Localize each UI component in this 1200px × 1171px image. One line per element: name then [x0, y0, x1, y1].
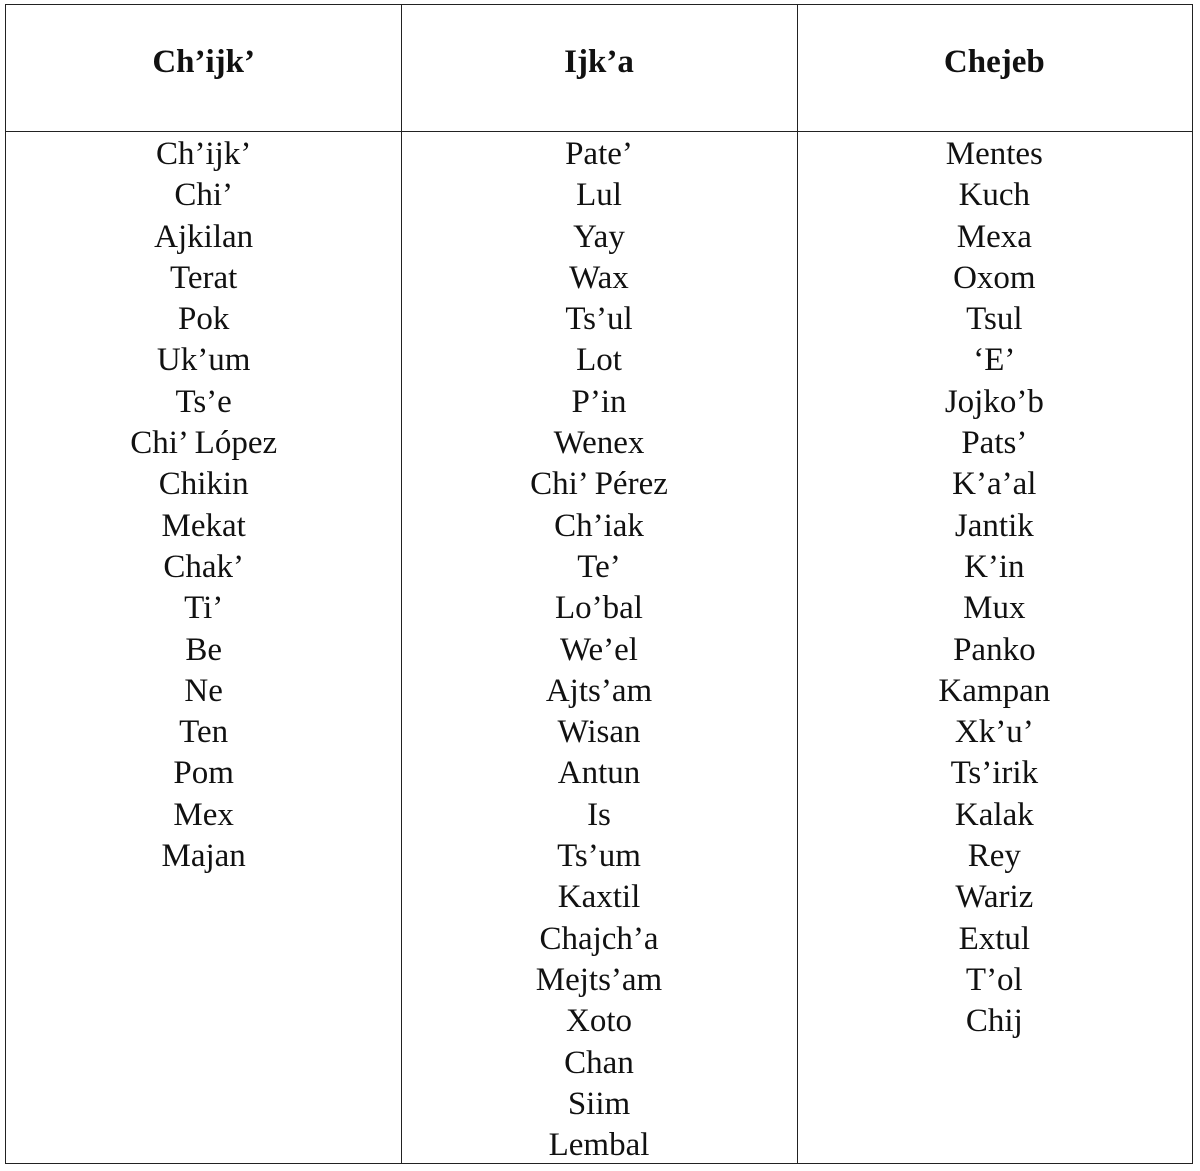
- list-item: Ts’ul: [565, 301, 633, 338]
- list-item: Lembal: [548, 1127, 650, 1164]
- list-item: Ajts’am: [545, 672, 653, 709]
- list-item: Lo’bal: [555, 590, 643, 627]
- list-item: Lot: [576, 342, 622, 379]
- column-chejeb: [797, 132, 1192, 1163]
- column-ijka: [401, 132, 796, 1163]
- list-item: Chajch’a: [539, 920, 659, 957]
- list-item: Ch’iak: [554, 507, 644, 544]
- list-item: Oxom: [953, 259, 1036, 296]
- list-item: Ts’e: [175, 383, 232, 420]
- header-cell-chijk: Ch’ijk’: [152, 43, 255, 80]
- list-item: Is: [587, 796, 611, 833]
- list-item: Pate’: [565, 136, 633, 172]
- list-item: P’in: [571, 383, 627, 420]
- list-item: Chi’ Pérez: [530, 466, 668, 503]
- list-item: Antun: [557, 755, 641, 792]
- list-item: Wariz: [955, 879, 1034, 916]
- list-item: Be: [185, 631, 222, 668]
- list-item: Chikin: [158, 466, 249, 503]
- list-item: Uk’um: [156, 342, 251, 379]
- list-item: Wisan: [557, 714, 641, 751]
- list-item: Xoto: [565, 1003, 632, 1040]
- list-item: Jantik: [954, 507, 1034, 544]
- column-chijk: [6, 132, 401, 1163]
- list-item: Kampan: [938, 672, 1051, 709]
- list-item: Ts’um: [557, 838, 641, 875]
- list-item: Jojko’b: [944, 383, 1044, 420]
- list-item: Chak’: [163, 548, 244, 585]
- list-item: Mux: [963, 590, 1026, 627]
- list-item: Mejts’am: [535, 961, 663, 998]
- list-item: Chi’ López: [130, 425, 278, 462]
- list-item: Yay: [573, 218, 625, 255]
- list-item: Ts’irik: [950, 755, 1039, 792]
- list-item: Te’: [577, 548, 621, 585]
- header-cell-chejeb: Chejeb: [943, 43, 1045, 80]
- list-item: Xk’u’: [954, 714, 1034, 751]
- list-item: Kalak: [954, 796, 1034, 833]
- list-item: Mentes: [945, 136, 1043, 172]
- list-item: Chij: [965, 1003, 1023, 1040]
- list-item: Extul: [958, 920, 1031, 957]
- list-item: Ten: [179, 714, 229, 751]
- list-item: Panko: [953, 631, 1036, 668]
- list-item: Chan: [564, 1044, 634, 1081]
- list-item: Rey: [967, 838, 1021, 875]
- list-item: Chi’: [174, 177, 233, 214]
- list-item: Wax: [569, 259, 629, 296]
- list-item: Terat: [170, 259, 238, 296]
- list-item: Pok: [177, 301, 230, 338]
- list-item: K’a’al: [952, 466, 1037, 503]
- table-header-row: [6, 5, 1192, 132]
- list-item: Kuch: [958, 177, 1031, 214]
- list-item: Pats’: [961, 425, 1028, 462]
- list-item: K’in: [964, 548, 1025, 585]
- list-item: ‘E’: [973, 342, 1016, 379]
- list-item: Lul: [576, 177, 622, 214]
- word-table: [5, 4, 1193, 1164]
- list-item: Mexa: [956, 218, 1032, 255]
- list-item: Pom: [173, 755, 234, 792]
- list-item: Mekat: [161, 507, 246, 544]
- list-item: Ti’: [184, 590, 224, 627]
- list-item: Kaxtil: [557, 879, 641, 916]
- list-item: T’ol: [965, 961, 1023, 998]
- list-item: Ne: [184, 672, 223, 709]
- header-cell-ijka: Ijk’a: [564, 43, 634, 80]
- list-item: Majan: [161, 838, 246, 875]
- list-item: Wenex: [553, 425, 645, 462]
- list-item: Ajkilan: [154, 218, 254, 255]
- list-item: We’el: [560, 631, 638, 668]
- list-item: Mex: [173, 796, 234, 833]
- table-body-row: [6, 132, 1192, 1163]
- list-item: Tsul: [966, 301, 1023, 338]
- list-item: Ch’ijk’: [156, 136, 252, 172]
- list-item: Siim: [567, 1085, 631, 1122]
